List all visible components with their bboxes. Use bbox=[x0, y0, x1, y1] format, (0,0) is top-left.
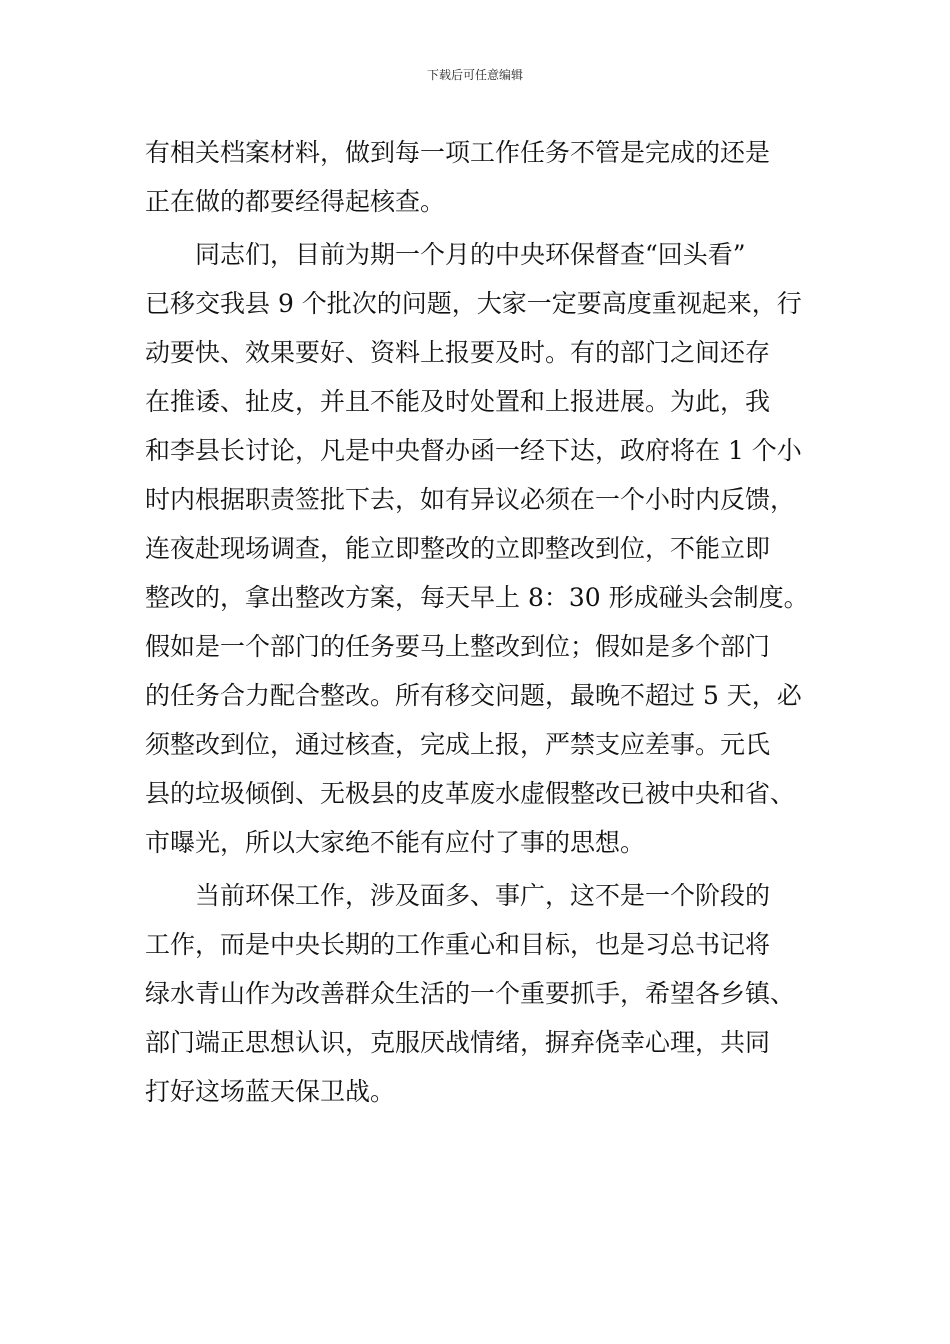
text-line: 的任务合力配合整改。所有移交问题，最晚不超过 5 天，必 bbox=[145, 681, 802, 710]
text-line: 绿水青山作为改善群众生活的一个重要抓手，希望各乡镇、 bbox=[145, 979, 796, 1008]
text-line: 在推诿、扯皮，并且不能及时处置和上报进展。为此，我 bbox=[145, 387, 771, 416]
text-line: 整改的，拿出整改方案，每天早上 8：30 形成碰头会制度。 bbox=[145, 583, 809, 612]
paragraph-start-line: 同志们，目前为期一个月的中央环保督查“回头看” bbox=[195, 240, 746, 269]
text-line: 市曝光，所以大家绝不能有应付了事的思想。 bbox=[145, 828, 646, 857]
text-line: 假如是一个部门的任务要马上整改到位；假如是多个部门 bbox=[145, 632, 771, 661]
text-line: 县的垃圾倾倒、无极县的皮革废水虚假整改已被中央和省、 bbox=[145, 779, 796, 808]
text-line: 动要快、效果要好、资料上报要及时。有的部门之间还存 bbox=[145, 338, 771, 367]
text-line: 工作，而是中央长期的工作重心和目标，也是习总书记将 bbox=[145, 930, 771, 959]
text-line: 已移交我县 9 个批次的问题，大家一定要高度重视起来，行 bbox=[145, 289, 802, 318]
document-body bbox=[145, 128, 810, 1116]
paragraph-start-line: 当前环保工作，涉及面多、事广，这不是一个阶段的 bbox=[195, 881, 771, 910]
page-header: 下载后可任意编辑 bbox=[426, 68, 523, 82]
text-line: 正在做的都要经得起核查。 bbox=[145, 187, 446, 216]
text-line: 有相关档案材料，做到每一项工作任务不管是完成的还是 bbox=[145, 138, 771, 167]
text-line: 部门端正思想认识，克服厌战情绪，摒弃侥幸心理，共同 bbox=[145, 1028, 771, 1057]
text-line: 连夜赴现场调查，能立即整改的立即整改到位，不能立即 bbox=[145, 534, 771, 563]
text-line: 时内根据职责签批下去，如有异议必须在一个小时内反馈， bbox=[145, 485, 796, 514]
text-line: 和李县长讨论，凡是中央督办函一经下达，政府将在 1 个小 bbox=[145, 436, 802, 465]
text-line: 须整改到位，通过核查，完成上报，严禁支应差事。元氏 bbox=[145, 730, 771, 759]
text-line: 打好这场蓝天保卫战。 bbox=[145, 1077, 396, 1106]
